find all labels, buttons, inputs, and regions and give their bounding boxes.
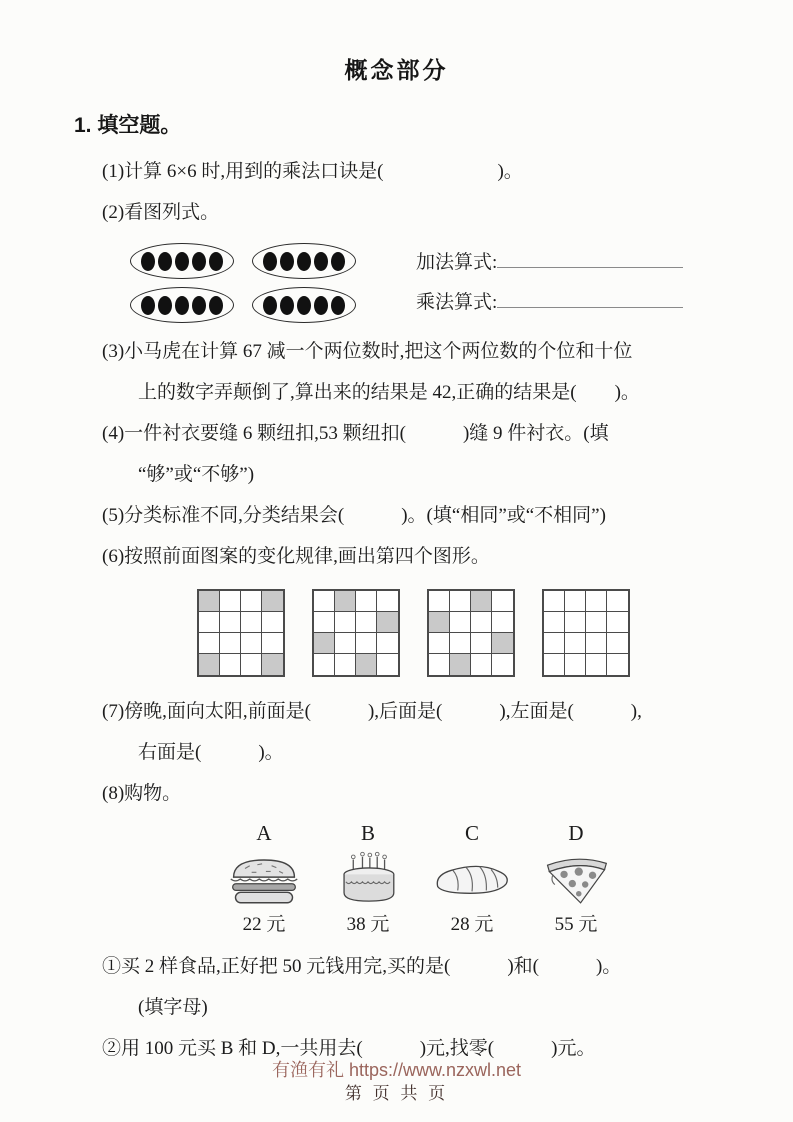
question-8-label: (8)购物。 — [102, 783, 182, 804]
grid-cell — [471, 654, 492, 675]
grid-cell — [241, 633, 262, 654]
counting-dot — [141, 252, 155, 271]
grid-cell — [471, 633, 492, 654]
question-7-line2: 右面是( )。 — [138, 742, 284, 763]
dots-figure — [130, 243, 763, 323]
grid-cell — [377, 654, 398, 675]
grid-cell — [586, 612, 607, 633]
grid-cell — [262, 654, 283, 675]
shopping-figure — [214, 818, 763, 940]
grid-cell — [377, 633, 398, 654]
multiplication-equation-row — [416, 283, 683, 323]
footer-watermark-url: 有渔有礼 https://www.nzxwl.net — [271, 1060, 522, 1080]
grid-cell — [471, 591, 492, 612]
grid-cell — [607, 654, 628, 675]
counting-dot — [209, 296, 223, 315]
pattern-grids-figure — [197, 589, 763, 677]
question-1: (1)计算 6×6 时,用到的乘法口诀是( )。 — [102, 161, 523, 182]
grid-cell — [314, 591, 335, 612]
grid-cell — [492, 612, 513, 633]
addition-equation-blank — [497, 249, 683, 268]
grid-cell — [565, 612, 586, 633]
grid-cell — [356, 654, 377, 675]
question-6: (6)按照前面图案的变化规律,画出第四个图形。 — [102, 546, 490, 567]
counting-dot — [280, 252, 294, 271]
grid-cell — [586, 633, 607, 654]
grid-cell — [492, 633, 513, 654]
counting-dot — [175, 252, 189, 271]
grid-cell — [544, 654, 565, 675]
grid-cell — [429, 612, 450, 633]
counting-dot — [280, 296, 294, 315]
food-price: 22 元 — [242, 914, 286, 935]
grid-cell — [241, 591, 262, 612]
bread-image — [432, 848, 512, 910]
grid-cell — [199, 612, 220, 633]
food-item-a — [214, 818, 314, 940]
subquestion-2: ②用 100 元买 B 和 D,一共用去( )元,找零( )元。 — [102, 1038, 596, 1059]
grid-cell — [335, 633, 356, 654]
dot-group-oval — [130, 243, 234, 279]
grid-cell — [429, 591, 450, 612]
counting-dot — [175, 296, 189, 315]
dot-group-oval — [252, 287, 356, 323]
footer-page-number: 第 页 共 页 — [344, 1084, 449, 1103]
grid-cell — [220, 654, 241, 675]
pattern-grid — [312, 589, 400, 677]
counting-dot — [209, 252, 223, 271]
grid-cell — [586, 591, 607, 612]
grid-cell — [241, 612, 262, 633]
subquestion-1-line1: ①买 2 样食品,正好把 50 元钱用完,买的是( )和( )。 — [102, 956, 622, 977]
grid-cell — [544, 591, 565, 612]
question-5: (5)分类标准不同,分类结果会( )。(填“相同”或“不相同”) — [102, 505, 606, 526]
counting-dot — [314, 296, 328, 315]
food-letter: C — [464, 821, 479, 845]
counting-dot — [314, 252, 328, 271]
grid-cell — [356, 633, 377, 654]
grid-cell — [565, 591, 586, 612]
grid-cell — [335, 654, 356, 675]
counting-dot — [158, 252, 172, 271]
addition-equation-label: 加法算式: — [416, 252, 498, 273]
addition-equation-row — [416, 243, 683, 283]
dot-groups — [130, 243, 356, 323]
equation-blanks — [416, 243, 683, 323]
grid-cell — [335, 591, 356, 612]
grid-cell — [377, 591, 398, 612]
food-item-c — [422, 818, 522, 940]
question-7-line1: (7)傍晚,面向太阳,前面是( ),后面是( ),左面是( ), — [102, 701, 642, 722]
grid-cell — [544, 633, 565, 654]
grid-cell — [607, 612, 628, 633]
grid-cell — [565, 654, 586, 675]
footer — [0, 1058, 793, 1106]
food-price: 38 元 — [346, 914, 390, 935]
food-item-d — [526, 818, 626, 940]
grid-cell — [262, 591, 283, 612]
dot-group-oval — [130, 287, 234, 323]
page-title: 概念部分 — [344, 57, 449, 83]
section-heading: 1. 填空题。 — [74, 114, 182, 137]
food-price: 28 元 — [450, 914, 494, 935]
grid-cell — [607, 633, 628, 654]
grid-cell — [450, 591, 471, 612]
hamburger-image — [226, 848, 302, 910]
question-3-line1: (3)小马虎在计算 67 减一个两位数时,把这个两位数的个位和十位 — [102, 341, 633, 362]
grid-cell — [220, 591, 241, 612]
grid-cell — [429, 633, 450, 654]
counting-dot — [297, 252, 311, 271]
grid-cell — [241, 654, 262, 675]
food-price: 55 元 — [554, 914, 598, 935]
grid-cell — [607, 591, 628, 612]
grid-cell — [314, 612, 335, 633]
grid-cell — [450, 612, 471, 633]
question-4-line2: “够”或“不够”) — [138, 464, 255, 485]
grid-cell — [199, 591, 220, 612]
question-list — [102, 151, 763, 1069]
pattern-grid — [197, 589, 285, 677]
grid-cell — [492, 591, 513, 612]
multiplication-equation-blank — [497, 289, 683, 308]
food-item-b — [318, 818, 418, 940]
grid-cell — [586, 654, 607, 675]
grid-cell — [471, 612, 492, 633]
grid-cell — [199, 654, 220, 675]
grid-cell — [314, 633, 335, 654]
grid-cell — [450, 654, 471, 675]
grid-cell — [492, 654, 513, 675]
pattern-grid — [427, 589, 515, 677]
grid-cell — [220, 612, 241, 633]
grid-cell — [429, 654, 450, 675]
grid-cell — [544, 612, 565, 633]
question-2-label: (2)看图列式。 — [102, 202, 220, 223]
counting-dot — [192, 296, 206, 315]
question-3-line2: 上的数字弄颠倒了,算出来的结果是 42,正确的结果是( )。 — [138, 382, 640, 403]
dot-group-oval — [252, 243, 356, 279]
pizza-image — [542, 848, 610, 910]
grid-cell — [262, 612, 283, 633]
counting-dot — [192, 252, 206, 271]
grid-cell — [314, 654, 335, 675]
grid-cell — [262, 633, 283, 654]
birthday-cake-image — [333, 848, 403, 910]
counting-dot — [141, 296, 155, 315]
grid-cell — [450, 633, 471, 654]
grid-cell — [199, 633, 220, 654]
counting-dot — [297, 296, 311, 315]
grid-cell — [565, 633, 586, 654]
food-letter: B — [360, 821, 375, 845]
question-4-line1: (4)一件衬衣要缝 6 颗纽扣,53 颗纽扣( )缝 9 件衬衣。(填 — [102, 423, 609, 444]
grid-cell — [356, 612, 377, 633]
counting-dot — [331, 252, 345, 271]
counting-dot — [331, 296, 345, 315]
counting-dot — [158, 296, 172, 315]
grid-cell — [356, 591, 377, 612]
counting-dot — [263, 252, 277, 271]
grid-cell — [220, 633, 241, 654]
food-letter: D — [568, 821, 584, 845]
subquestion-1-line2: (填字母) — [138, 997, 208, 1018]
pattern-grid — [542, 589, 630, 677]
grid-cell — [377, 612, 398, 633]
food-letter: A — [256, 821, 272, 845]
grid-cell — [335, 612, 356, 633]
counting-dot — [263, 296, 277, 315]
multiplication-equation-label: 乘法算式: — [416, 292, 498, 313]
